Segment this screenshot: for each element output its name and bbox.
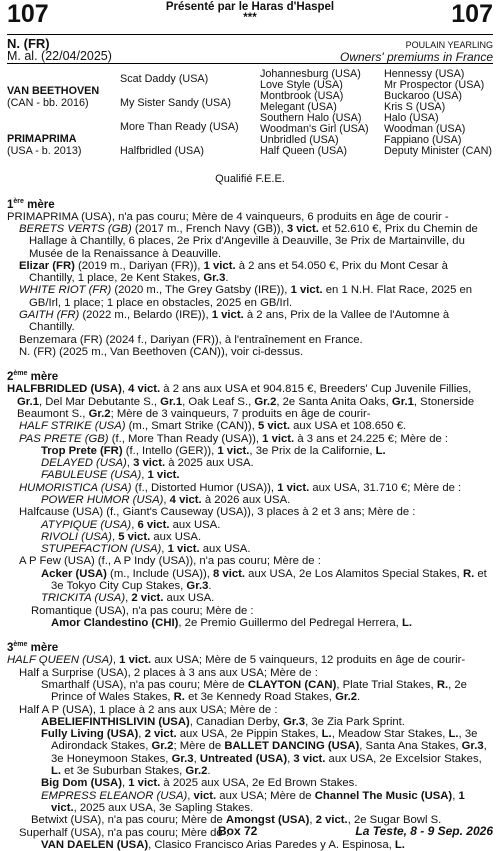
lot-number-right: 107: [451, 1, 493, 27]
pedigree-gen4-item: Hennessy (USA): [384, 69, 464, 80]
paragraph: RIVOLI (USA), 5 vict. aux USA.: [7, 531, 493, 543]
paragraph: HUMORISTICA (USA) (f., Distorted Humor (USA)), 1 vict. aux USA, 31.710 €; Mère de :: [7, 482, 493, 494]
section-heading-2: 2ème mère: [7, 368, 493, 383]
presenter: Présenté par le Haras d'Haspel: [7, 2, 493, 13]
paragraph: Half A P (USA), 1 place à 2 ans aux USA; Mère de :: [7, 704, 493, 716]
paragraph: POWER HUMOR (USA), 4 vict. à 2026 aux USA.: [7, 494, 493, 506]
page-header: [7, 0, 493, 34]
paragraph: Elizar (FR) (2019 m., Dariyan (FR)), 1 vict. à 2 ans et 54.050 €, Prix du Mont Cesar à Chantilly, 1 place, 2e Kent Stakes, Gr.3.: [7, 260, 493, 285]
paragraph: Benzemara (FR) (2024 f., Dariyan (FR)), à l'entraînement en France.: [7, 334, 493, 346]
pedigree-gen2-item: My Sister Sandy (USA): [120, 98, 231, 109]
pedigree-gen4-item: Buckaroo (USA): [384, 91, 462, 102]
pedigree-gen3-item: Melegant (USA): [260, 102, 337, 113]
pedigree-gen4-item: Woodman (USA): [384, 124, 465, 135]
paragraph: VAN DAELEN (USA), Clasico Francisco Arias Paredes y A. Espinosa, L.: [7, 839, 493, 851]
horse-sex-birth: M. al. (22/04/2025): [7, 50, 112, 63]
sale-place-date: La Teste, 8 - 9 Sep. 2026: [355, 825, 493, 838]
pedigree-gen3-item: Southern Halo (USA): [260, 113, 361, 124]
horse-category: POULAIN YEARLING: [406, 39, 493, 52]
paragraph: HALF STRIKE (USA) (m., Smart Strike (CAN)), 5 vict. aux USA et 108.650 €.: [7, 420, 493, 432]
pedigree-gen4-item: Kris S (USA): [384, 102, 445, 113]
header-rule: [7, 34, 493, 35]
pedigree-table: [7, 69, 493, 169]
paragraph: EMPRESS ELEANOR (USA), vict. aux USA; Mère de Channel The Music (USA), 1 vict., 2025 aux USA, 3e Sapling Stakes.: [7, 790, 493, 815]
paragraph: WHITE RIOT (FR) (2020 m., The Grey Gatsby (IRE)), 1 vict. en 1 N.H. Flat Race, 2025 en GB/Irl, 1 place; 1 place en obstacles, 2025 en GB/Irl.: [7, 284, 493, 309]
section-heading-1: 1ère mère: [7, 196, 493, 211]
presenter-block: [7, 2, 493, 24]
box-number: Box 72: [218, 825, 257, 838]
paragraph: ATYPIQUE (USA), 6 vict. aux USA.: [7, 519, 493, 531]
pedigree-sire-info: (CAN - bb. 2016): [7, 98, 89, 109]
owners-premiums: Owners' premiums in France: [340, 51, 493, 64]
paragraph: DELAYED (USA), 3 vict. à 2025 aux USA.: [7, 457, 493, 469]
paragraph: HALFBRIDLED (USA), 4 vict. à 2 ans aux USA et 904.815 €, Breeders' Cup Juvenile Fillies, Gr.1, Del Mar Debutante S., Gr.1, Oak Leaf S., Gr.2, 2e Santa Anita Oaks, Gr.1, Stonerside Beaumont S., Gr.2; Mère de 3 vainqueurs, 7 produits en âge de courir-: [7, 383, 493, 420]
presenter-stars: ***: [7, 13, 493, 24]
paragraph: GAITH (FR) (2022 m., Belardo (IRE)), 1 vict. à 2 ans, Prix de la Vallee de l'Automne à Chantilly.: [7, 309, 493, 334]
paragraph: Betwixt (USA), n'a pas couru; Mère de Amongst (USA), 2 vict., 2e Sugar Bowl S.: [7, 814, 493, 826]
pedigree-gen3-item: Unbridled (USA): [260, 135, 339, 146]
paragraph: Smarthalf (USA), n'a pas couru; Mère de CLAYTON (CAN), Plate Trial Stakes, R., 2e Prince of Wales Stakes, R. et 3e Kennedy Road Stakes, Gr.2.: [7, 679, 493, 704]
paragraph: FABULEUSE (USA), 1 vict.: [7, 469, 493, 481]
paragraph: HALF QUEEN (USA), 1 vict. aux USA; Mère de 5 vainqueurs, 12 produits en âge de courir-: [7, 654, 493, 666]
paragraph: Half a Surprise (USA), 2 places à 3 ans aux USA; Mère de :: [7, 667, 493, 679]
pedigree-gen2-item: Scat Daddy (USA): [120, 74, 208, 85]
paragraph: Superhalf (USA), n'a pas couru; Mère de :: [7, 827, 493, 839]
pedigree-gen3-item: Johannesburg (USA): [260, 69, 361, 80]
paragraph: Big Dom (USA), 1 vict. à 2025 aux USA, 2e Ed Brown Stakes.: [7, 777, 493, 789]
pedigree-gen4-item: Deputy Minister (CAN): [384, 146, 492, 157]
pedigree-dam: PRIMAPRIMA: [7, 134, 77, 145]
family-text: [7, 196, 493, 851]
paragraph: Amor Clandestino (CHI), 2e Premio Guillermo del Pedregal Herrera, L.: [7, 617, 493, 629]
paragraph: Trop Prete (FR) (f., Intello (GER)), 1 vict., 3e Prix de la Californie, L.: [7, 445, 493, 457]
pedigree-gen2-item: Halfbridled (USA): [120, 146, 204, 157]
lot-number-left: 107: [7, 1, 49, 27]
paragraph: PAS PRETE (GB) (f., More Than Ready (USA)), 1 vict. à 3 ans et 24.225 €; Mère de :: [7, 433, 493, 445]
horse-name: N. (FR): [7, 38, 50, 51]
paragraph: A P Few (USA) (f., A P Indy (USA)), n'a pas couru; Mère de :: [7, 555, 493, 567]
paragraph: ABELIEFINTHISLIVIN (USA), Canadian Derby, Gr.3, 3e Zia Park Sprint.: [7, 716, 493, 728]
section-heading-3: 3ème mère: [7, 639, 493, 654]
horse-identity: [7, 37, 493, 63]
paragraph: Acker (USA) (m., Include (USA)), 8 vict. aux USA, 2e Los Alamitos Special Stakes, R. et 3e Tokyo City Cup Stakes, Gr.3.: [7, 568, 493, 593]
pedigree-gen3-item: Love Style (USA): [260, 80, 343, 91]
pedigree-gen4-item: Fappiano (USA): [384, 135, 461, 146]
paragraph: PRIMAPRIMA (USA), n'a pas couru; Mère de 4 vainqueurs, 6 produits en âge de courir -: [7, 211, 493, 223]
pedigree-gen4-item: Halo (USA): [384, 113, 439, 124]
qualification: Qualifié F.E.E.: [7, 173, 493, 186]
pedigree-sire: VAN BEETHOVEN: [7, 86, 99, 97]
paragraph: STUPEFACTION (USA), 1 vict. aux USA.: [7, 543, 493, 555]
paragraph: Halfcause (USA) (f., Giant's Causeway (USA)), 3 places à 2 et 3 ans; Mère de :: [7, 506, 493, 518]
paragraph: N. (FR) (2025 m., Van Beethoven (CAN)), voir ci-dessus.: [7, 346, 493, 358]
pedigree-gen3-item: Woodman's Girl (USA): [260, 124, 369, 135]
pedigree-gen4-item: Mr Prospector (USA): [384, 80, 484, 91]
pedigree-gen3-item: Half Queen (USA): [260, 146, 347, 157]
paragraph: TRICKITA (USA), 2 vict. aux USA.: [7, 592, 493, 604]
paragraph: Romantique (USA), n'a pas couru; Mère de :: [7, 605, 493, 617]
page-footer: [0, 825, 493, 839]
paragraph: BERETS VERTS (GB) (2017 m., French Navy (GB)), 3 vict. et 52.610 €, Prix du Chemin de Hallage à Chantilly, 6 places, 2e Prix d'Angeville à Deauville, 3e Prix de Martainville, du Musée de la Renaissance à Deauville.: [7, 223, 493, 260]
pedigree-gen2-item: More Than Ready (USA): [120, 122, 239, 133]
pedigree-gen3-item: Montbrook (USA): [260, 91, 343, 102]
pedigree-dam-info: (USA - b. 2013): [7, 146, 81, 157]
paragraph: Fully Living (USA), 2 vict. aux USA, 2e Pippin Stakes, L., Meadow Star Stakes, L., 3e Adirondack Stakes, Gr.2; Mère de BALLET DANCING (USA), Santa Ana Stakes, Gr.3, 3e Honeymoon Stakes, Gr.3, Untreated (USA), 3 vict. aux USA, 2e Excelsior Stakes, L. et 3e Suburban Stakes, Gr.2.: [7, 728, 493, 777]
